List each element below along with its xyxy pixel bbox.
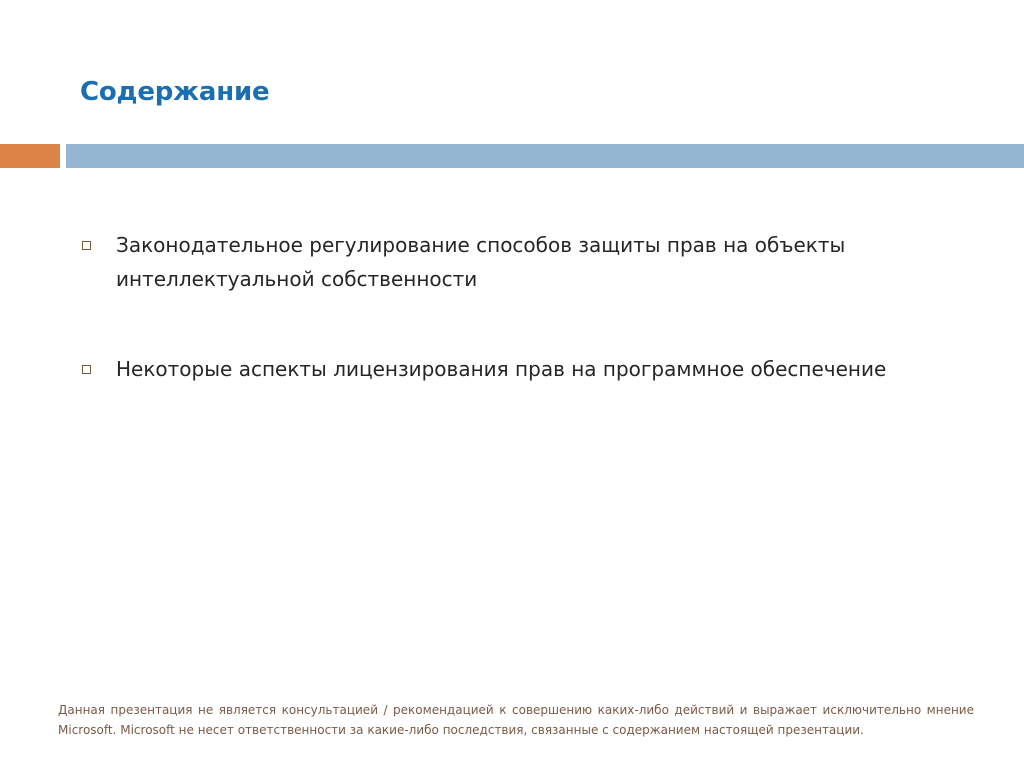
accent-bar-orange	[0, 144, 60, 168]
bullet-text: Некоторые аспекты лицензирования прав на программное обеспечение	[116, 357, 887, 381]
square-bullet-icon	[82, 365, 91, 374]
bullet-item	[80, 352, 960, 386]
bullet-text: Законодательное регулирование способов защиты прав на объекты интеллектуальной собственности	[116, 233, 846, 291]
accent-bar-blue	[66, 144, 1024, 168]
slide-title: Содержание	[80, 77, 270, 107]
square-bullet-icon	[82, 241, 91, 250]
bullet-list	[80, 228, 960, 442]
bullet-item	[80, 228, 960, 296]
disclaimer-footer: Данная презентация не является консультацией / рекомендацией к совершению каких-либо действий и выражает исключительно мнение Microsoft. Microsoft не несет ответственности за какие-либо последствия, связанные с содержанием настоящей презентации.	[58, 703, 974, 737]
